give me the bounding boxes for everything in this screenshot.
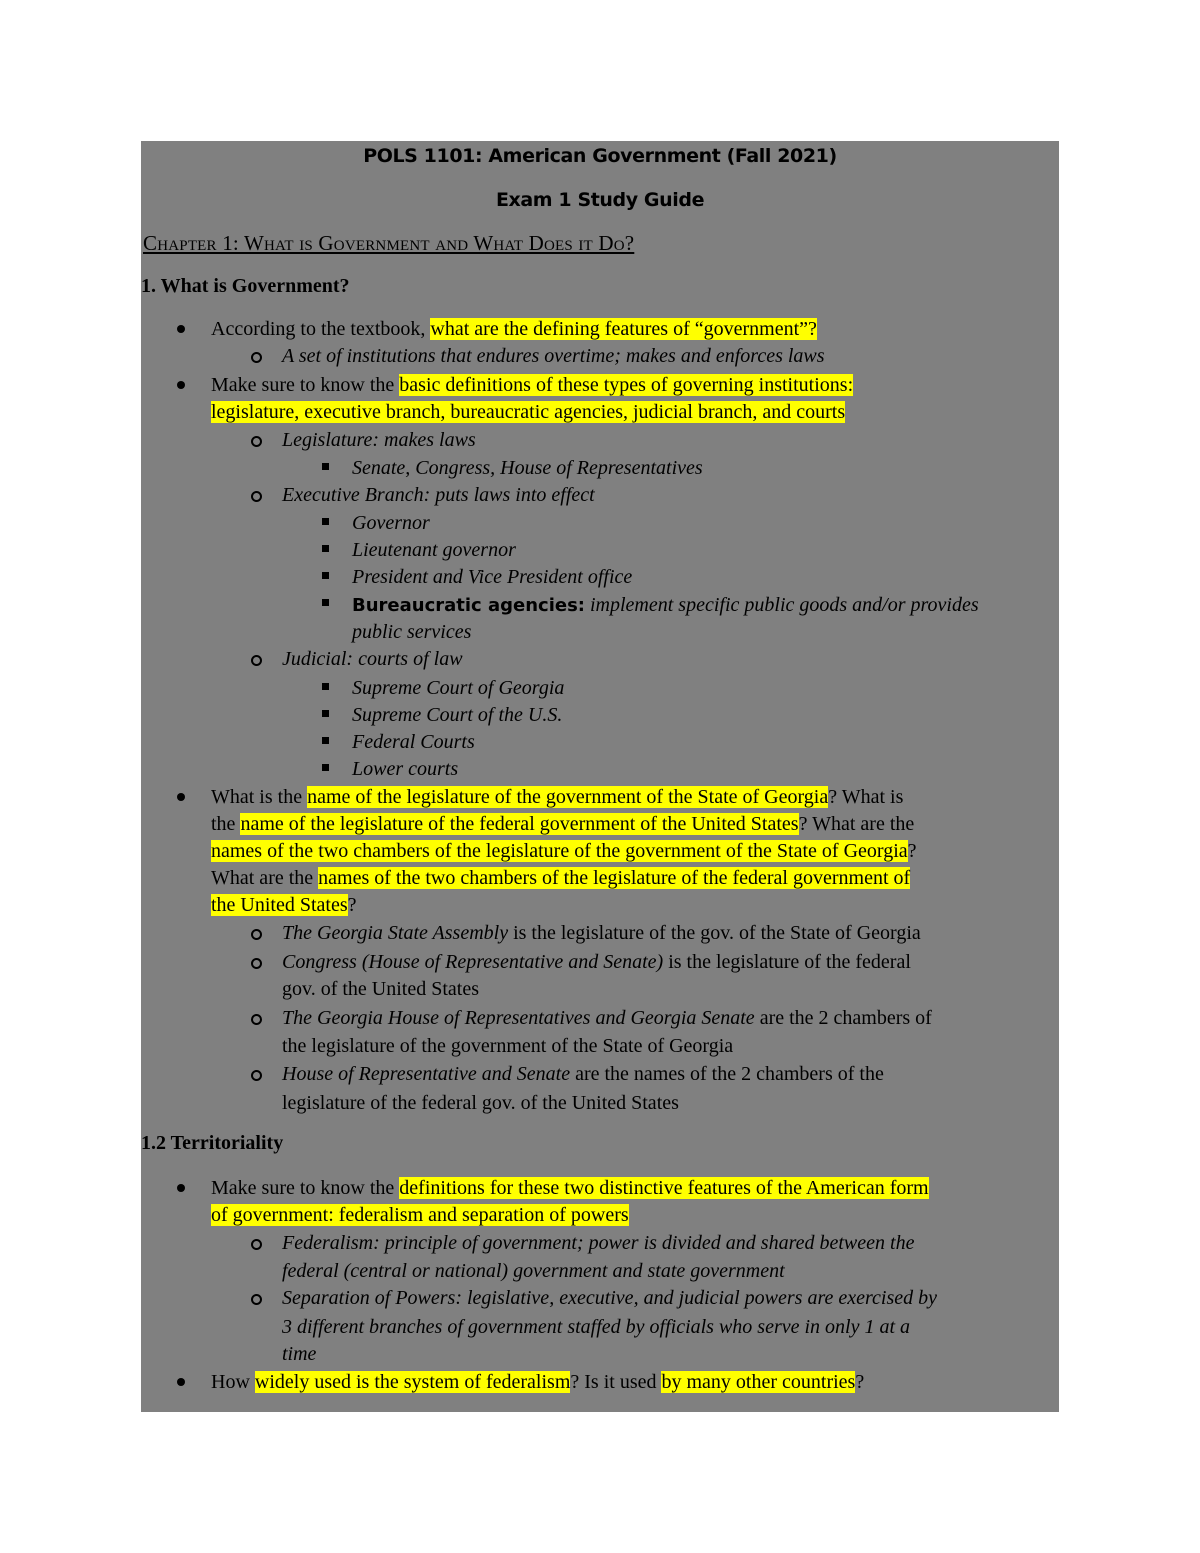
list-item: Senate, Congress, House of Representatives (352, 457, 703, 479)
bullet-circle (251, 1239, 262, 1250)
bullet-square (322, 545, 329, 552)
list-item-continuation: the name of the legislature of the federal government of the United States? What are the (211, 813, 915, 835)
section-heading-2: 1.2 Territoriality (141, 1132, 284, 1154)
bullet-disc (177, 1378, 185, 1386)
list-item: The Georgia House of Representatives and Georgia Senate are the 2 chambers of (282, 1007, 932, 1029)
bullet-disc (177, 793, 185, 801)
bullet-square (322, 683, 329, 690)
bullet-square (322, 572, 329, 579)
bullet-circle (251, 352, 262, 363)
list-item: Lieutenant governor (352, 539, 516, 561)
list-item: Judicial: courts of law (282, 648, 463, 670)
bullet-circle (251, 929, 262, 940)
list-item: Congress (House of Representative and Senate) is the legislature of the federal (282, 951, 911, 973)
list-item: How widely used is the system of federalism? Is it used by many other countries? (211, 1371, 865, 1393)
list-item-continuation: What are the names of the two chambers of the legislature of the federal government of (211, 867, 911, 889)
list-item-continuation: the United States? (211, 894, 357, 916)
list-item-continuation: public services (352, 621, 472, 643)
list-item: Governor (352, 512, 430, 534)
bullet-square (322, 710, 329, 717)
bullet-square (322, 764, 329, 771)
bullet-circle (251, 655, 262, 666)
bullet-square (322, 599, 329, 606)
bullet-square (322, 463, 329, 470)
list-item: What is the name of the legislature of the government of the State of Georgia? What is (211, 786, 904, 808)
bullet-disc (177, 1184, 185, 1192)
list-item: Federal Courts (352, 731, 475, 753)
bullet-disc (177, 325, 185, 333)
list-item-continuation: legislature, executive branch, bureaucratic agencies, judicial branch, and courts (211, 401, 846, 423)
list-item: Separation of Powers: legislative, executive, and judicial powers are exercised by (282, 1287, 938, 1309)
document-subtitle: Exam 1 Study Guide (495, 189, 705, 211)
list-item: House of Representative and Senate are the names of the 2 chambers of the (282, 1063, 884, 1085)
bullet-square (322, 737, 329, 744)
bullet-circle (251, 491, 262, 502)
list-item-continuation: of government: federalism and separation of powers (211, 1204, 629, 1226)
bullet-circle (251, 1070, 262, 1081)
chapter-heading: Chapter 1: What is Government and What Does it Do? (143, 231, 635, 255)
list-item-continuation: time (282, 1343, 317, 1365)
bullet-circle (251, 958, 262, 969)
section-heading-1: 1. What is Government? (141, 275, 350, 297)
list-item: Bureaucratic agencies: implement specific public goods and/or provides (352, 594, 979, 616)
list-item-continuation: the legislature of the government of the State of Georgia (282, 1035, 734, 1057)
list-item-continuation: names of the two chambers of the legislature of the government of the State of Georgia? (211, 840, 917, 862)
bullet-disc (177, 381, 185, 389)
bullet-circle (251, 436, 262, 447)
list-item: Lower courts (352, 758, 459, 780)
list-item: The Georgia State Assembly is the legislature of the gov. of the State of Georgia (282, 922, 921, 944)
document-page (141, 141, 1059, 1412)
bullet-square (322, 518, 329, 525)
list-item: Make sure to know the basic definitions of these types of governing institutions: (211, 374, 854, 396)
list-item: Make sure to know the definitions for these two distinctive features of the American form (211, 1177, 929, 1199)
list-item: Legislature: makes laws (282, 429, 476, 451)
list-item-continuation: legislature of the federal gov. of the United States (282, 1092, 679, 1114)
bullet-circle (251, 1014, 262, 1025)
list-item-continuation: gov. of the United States (282, 978, 480, 1000)
list-item: A set of institutions that endures overtime; makes and enforces laws (282, 345, 825, 367)
list-item: President and Vice President office (352, 566, 633, 588)
list-item: Supreme Court of the U.S. (352, 704, 563, 726)
list-item: Supreme Court of Georgia (352, 677, 565, 699)
list-item: According to the textbook, what are the defining features of “government”? (211, 318, 817, 340)
list-item-continuation: 3 different branches of government staffed by officials who serve in only 1 at a (282, 1316, 911, 1338)
list-item-continuation: federal (central or national) government and state government (282, 1260, 785, 1282)
list-item: Federalism: principle of government; power is divided and shared between the (282, 1232, 915, 1254)
document-title: POLS 1101: American Government (Fall 2021) (363, 145, 837, 167)
bullet-circle (251, 1294, 262, 1305)
list-item: Executive Branch: puts laws into effect (282, 484, 595, 506)
